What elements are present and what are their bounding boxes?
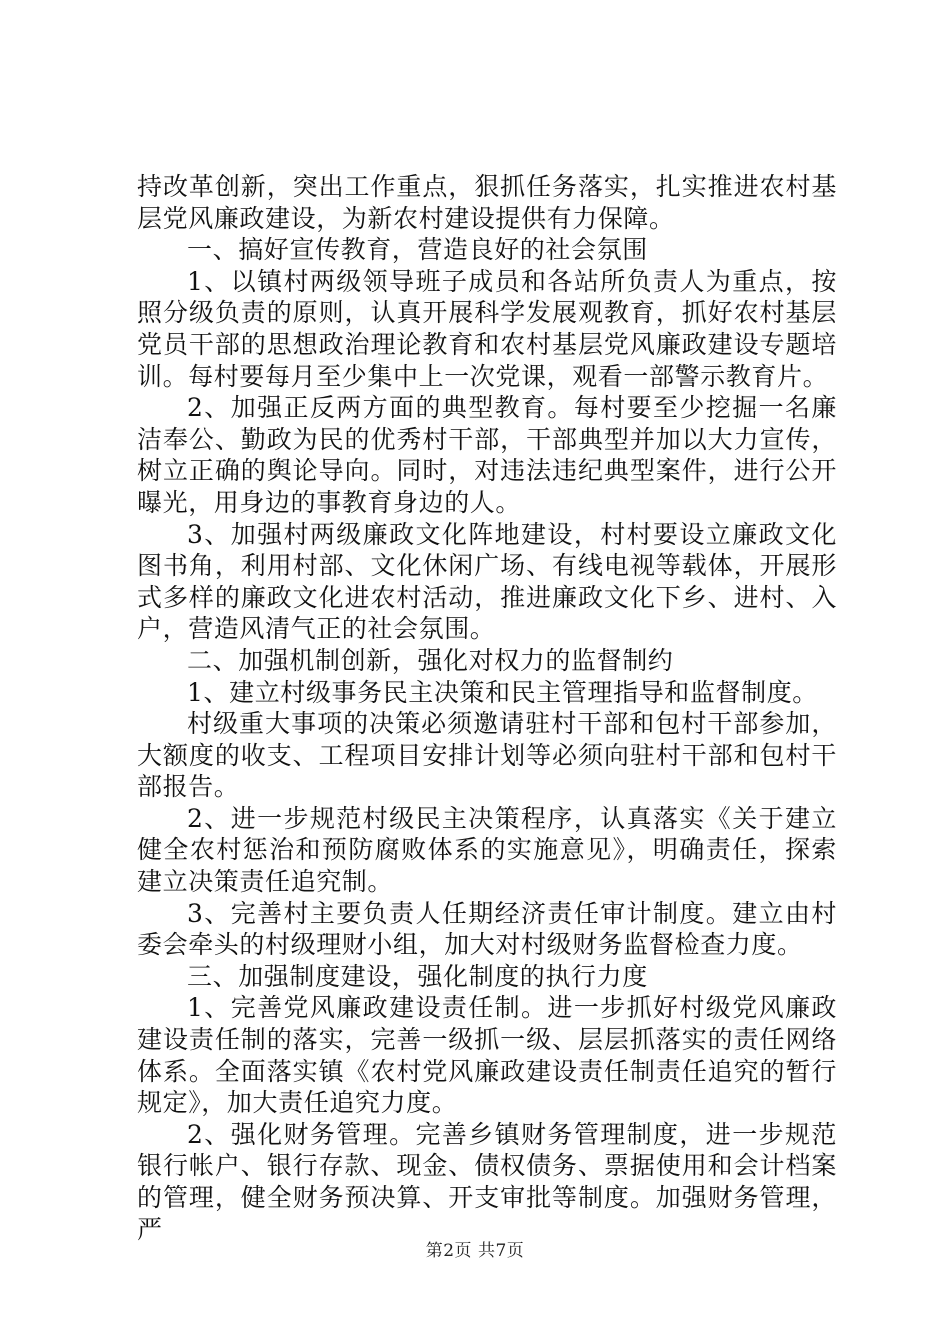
paragraph-7: 村级重大事项的决策必须邀请驻村干部和包村干部参加，大额度的收支、工程项目安排计划等必须向驻村干部和包村干部报告。	[137, 709, 837, 802]
paragraph-8: 2、进一步规范村级民主决策程序，认真落实《关于建立健全农村惩治和预防腐败体系的实施意见》，明确责任，探索建立决策责任追究制。	[137, 803, 837, 897]
heading-section-2: 二、加强机制创新，强化对权力的监督制约	[187, 645, 674, 675]
paragraph-2: 1、以镇村两级领导班子成员和各站所负责人为重点，按照分级负责的原则，认真开展科学发展观教育，抓好农村基层党员干部的思想政治理论教育和农村基层党风廉政建设专题培训。每村要每月至少集中上一次党课，观看一部警示教育片。	[137, 266, 837, 391]
paragraph-4: 3、加强村两级廉政文化阵地建设，村村要设立廉政文化图书角，利用村部、文化休闲广场、有线电视等载体，开展形式多样的廉政文化进农村活动，推进廉政文化下乡、进村、入户，营造风清气正的社会氛围。	[137, 519, 837, 644]
paragraph-0: 持改革创新，突出工作重点，狠抓任务落实，扎实推进农村基层党风廉政建设，为新农村建设提供有力保障。	[137, 172, 837, 233]
paragraph-6: 1、建立村级事务民主决策和民主管理指导和监督制度。	[187, 677, 818, 707]
paragraph-9: 3、完善村主要负责人任期经济责任审计制度。建立由村委会牵头的村级理财小组，加大对村级财务监督检查力度。	[137, 898, 837, 960]
document-body	[137, 171, 837, 1245]
paragraph-3: 2、加强正反两方面的典型教育。每村要至少挖掘一名廉洁奉公、勤政为民的优秀村干部，干部典型并加以大力宣传，树立正确的舆论导向。同时，对违法违纪典型案件，进行公开曝光，用身边的事教育身边的人。	[137, 393, 837, 517]
paragraph-11: 1、完善党风廉政建设责任制。进一步抓好村级党风廉政建设责任制的落实，完善一级抓一级、层层抓落实的责任网络体系。全面落实镇《农村党风廉政建设责任制责任追究的暂行规定》，加大责任追究力度。	[137, 993, 837, 1118]
heading-section-1: 一、搞好宣传教育，营造良好的社会氛围	[187, 235, 648, 265]
paragraph-12: 2、强化财务管理。完善乡镇财务管理制度，进一步规范银行帐户、银行存款、现金、债权债务、票据使用和会计档案的管理，健全财务预决算、开支审批等制度。加强财务管理，严	[137, 1119, 837, 1244]
heading-section-3: 三、加强制度建设，强化制度的执行力度	[187, 961, 648, 991]
page-number-footer: 第2页 共7页	[425, 1241, 525, 1261]
